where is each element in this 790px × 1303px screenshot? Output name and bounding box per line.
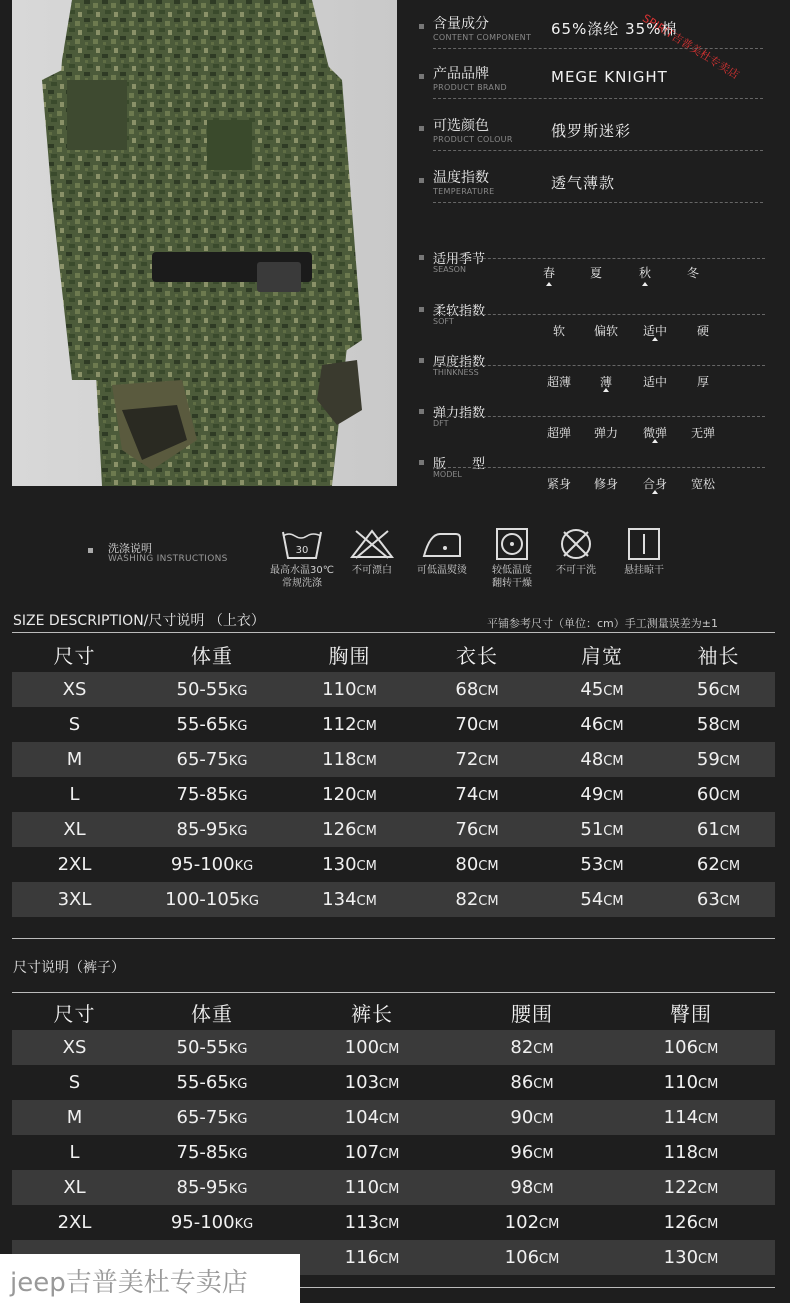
- selected-marker-icon: [652, 490, 658, 494]
- scale-label: 版 型: [433, 457, 486, 472]
- table-cell: 65-75KG: [137, 1100, 287, 1135]
- table-cell: 110CM: [287, 672, 412, 707]
- table-cell: 106CM: [457, 1240, 607, 1275]
- wash-caption: 悬挂晾干: [624, 565, 664, 576]
- table-row: [12, 707, 775, 742]
- scale-label: 厚度指数: [433, 355, 486, 370]
- wash-caption: 可低温熨烫: [417, 565, 467, 576]
- scale-option: 紧身: [546, 477, 572, 491]
- table-cell: 85-95KG: [137, 1170, 287, 1205]
- table-cell: 126CM: [663, 1212, 719, 1233]
- bullet-icon: [419, 74, 424, 79]
- table-cell: 112CM: [322, 714, 377, 735]
- spec-label: 可选颜色: [433, 118, 489, 134]
- table-cell: 2XL: [57, 1212, 92, 1233]
- table-cell: 55-65KG: [176, 1072, 248, 1093]
- table-cell: 90CM: [457, 1100, 607, 1135]
- spec-brand: [413, 52, 763, 104]
- table-cell: 104CM: [287, 1100, 457, 1135]
- table-row: [12, 1030, 775, 1065]
- spec-value: 透气薄款: [551, 174, 616, 192]
- scale-sub-label: DFT: [433, 419, 449, 428]
- table-header: 袖长: [697, 643, 740, 668]
- table-cell: 95-100KG: [170, 1212, 254, 1233]
- table-cell: 134CM: [287, 882, 412, 917]
- table-cell: 49CM: [580, 784, 624, 805]
- table-cell: 96CM: [510, 1142, 554, 1163]
- spec-sub-label: PRODUCT COLOUR: [433, 135, 513, 144]
- spec-label: 温度指数: [433, 170, 489, 186]
- low-iron-icon: [407, 528, 477, 577]
- table-row: [12, 777, 775, 812]
- wash-caption: 较低温度 翻转干燥: [492, 565, 532, 589]
- table-cell: 86CM: [510, 1072, 554, 1093]
- selected-marker-icon: [642, 282, 648, 286]
- scale-option: 超弹: [546, 426, 572, 440]
- table-cell: 100-105KG: [137, 882, 287, 917]
- spec-sub-label: CONTENT COMPONENT: [433, 33, 532, 42]
- spec-label: 产品品牌: [433, 66, 489, 82]
- table-header: 裤长: [351, 1001, 393, 1026]
- table-row: [12, 1170, 775, 1205]
- table-cell: 61CM: [662, 812, 775, 847]
- table-cell: 74CM: [455, 784, 499, 805]
- wash-30-icon: [267, 528, 337, 590]
- scale-option: 合身: [642, 477, 668, 491]
- table-header: 尺寸: [53, 643, 96, 668]
- table-cell: M: [12, 1100, 137, 1135]
- table-cell: 106CM: [607, 1030, 775, 1065]
- table-cell: 102CM: [504, 1212, 560, 1233]
- spec-sub-label: PRODUCT BRAND: [433, 83, 507, 92]
- scale-option: 夏: [589, 266, 603, 280]
- table-cell: S: [68, 714, 81, 735]
- table-header-row: [12, 994, 775, 1030]
- table-cell: 122CM: [607, 1170, 775, 1205]
- table-cell: 114CM: [607, 1100, 775, 1135]
- table-cell: 56CM: [662, 672, 775, 707]
- scale-row: [413, 290, 773, 340]
- table-header: 腰围: [511, 1001, 553, 1026]
- spec-colour: [413, 104, 763, 156]
- table-cell: L: [69, 784, 80, 805]
- washing-instructions: [0, 520, 790, 600]
- scale-option: 适中: [642, 375, 668, 389]
- scale-option: 修身: [593, 477, 619, 491]
- scale-option: 宽松: [690, 477, 716, 491]
- scale-option: 无弹: [690, 426, 716, 440]
- table-cell: 85-95KG: [137, 812, 287, 847]
- hang-dry-icon: [609, 528, 679, 577]
- table-cell: 103CM: [344, 1072, 400, 1093]
- spec-label: 含量成分: [433, 16, 489, 32]
- bullet-icon: [419, 255, 424, 260]
- table-cell: 53CM: [580, 854, 624, 875]
- table-cell: 82CM: [412, 882, 542, 917]
- table-cell: 46CM: [580, 714, 624, 735]
- table-cell: XL: [12, 1170, 137, 1205]
- table-cell: 113CM: [344, 1212, 400, 1233]
- product-photo: [12, 0, 397, 486]
- scale-option: 冬: [686, 266, 700, 280]
- pants-size-table: [12, 994, 775, 1275]
- table-cell: 55-65KG: [176, 714, 248, 735]
- table-cell: 80CM: [455, 854, 499, 875]
- table-header: 体重: [191, 1001, 233, 1026]
- table-cell: 110CM: [663, 1072, 719, 1093]
- table-cell: 3XL: [12, 882, 137, 917]
- scale-row: [413, 443, 773, 493]
- scale-option: 软: [552, 324, 566, 338]
- table-cell: 118CM: [663, 1142, 719, 1163]
- wash-caption: 不可漂白: [352, 565, 392, 576]
- table-cell: XL: [12, 812, 137, 847]
- table-cell: 130CM: [607, 1240, 775, 1275]
- scale-option: 秋: [638, 266, 652, 280]
- table-row: [12, 882, 775, 917]
- bullet-icon: [88, 548, 93, 553]
- bullet-icon: [419, 24, 424, 29]
- table-cell: 98CM: [457, 1170, 607, 1205]
- table-cell: 130CM: [322, 854, 377, 875]
- scale-option: 偏软: [593, 324, 619, 338]
- pants-table-title: 尺寸说明（裤子）: [13, 960, 125, 976]
- table-cell: 120CM: [322, 784, 377, 805]
- tumble-dry-low-icon: [477, 528, 547, 590]
- table-cell: 82CM: [457, 1030, 607, 1065]
- table-cell: 76CM: [412, 812, 542, 847]
- table-cell: XS: [12, 1030, 137, 1065]
- shop-stamp: SPIRIT吉普美杜专卖店: [640, 11, 742, 82]
- scale-option: 春: [542, 266, 556, 280]
- table-cell: 126CM: [287, 812, 412, 847]
- scale-label: 弹力指数: [433, 406, 486, 421]
- scale-sub-label: THINKNESS: [433, 368, 479, 377]
- table-cell: 58CM: [696, 714, 741, 735]
- table-cell: 116CM: [287, 1240, 457, 1275]
- table-cell: 45CM: [542, 672, 662, 707]
- spec-value: 俄罗斯迷彩: [551, 122, 632, 140]
- bullet-icon: [419, 409, 424, 414]
- table-cell: 62CM: [696, 854, 741, 875]
- bullet-icon: [419, 307, 424, 312]
- table-cell: 100CM: [287, 1030, 457, 1065]
- scale-option: 厚: [696, 375, 710, 389]
- table-header: 体重: [191, 643, 233, 668]
- spec-content: [413, 2, 763, 54]
- table-header: 胸围: [328, 643, 371, 668]
- scale-option: 薄: [599, 375, 613, 389]
- scale-option: 弹力: [593, 426, 619, 440]
- spec-temperature: [413, 156, 763, 208]
- svg-text:30: 30: [295, 545, 309, 556]
- top-size-table: [12, 636, 775, 917]
- scale-option: 适中: [642, 324, 668, 338]
- scale-row: [413, 341, 773, 391]
- table-cell: L: [69, 1142, 80, 1163]
- no-dryclean-icon: [541, 528, 611, 577]
- wash-sub-label: WASHING INSTRUCTIONS: [108, 554, 228, 564]
- shop-watermark: jeep吉普美杜专卖店: [0, 1254, 300, 1303]
- table-cell: 63CM: [662, 882, 775, 917]
- table-header-row: [12, 636, 775, 672]
- table-cell: 51CM: [542, 812, 662, 847]
- measure-note: 平铺参考尺寸（单位：cm）手工测量误差为±1: [487, 617, 718, 630]
- table-row: [12, 847, 775, 882]
- wash-label: 洗涤说明: [108, 542, 152, 555]
- table-cell: 59CM: [662, 742, 775, 777]
- table-cell: 2XL: [57, 854, 92, 875]
- scale-row: [413, 392, 773, 442]
- table-cell: 72CM: [412, 742, 542, 777]
- table-cell: 65-75KG: [137, 742, 287, 777]
- table-cell: 95-100KG: [170, 854, 254, 875]
- scale-sub-label: SOFT: [433, 317, 454, 326]
- table-row: [12, 672, 775, 707]
- table-cell: 118CM: [287, 742, 412, 777]
- table-cell: 107CM: [344, 1142, 400, 1163]
- scale-option: 超薄: [546, 375, 572, 389]
- scale-sub-label: SEASON: [433, 265, 466, 274]
- table-cell: 50-55KG: [137, 1030, 287, 1065]
- table-cell: 75-85KG: [176, 784, 248, 805]
- table-header: 尺寸: [53, 1001, 96, 1026]
- table-row: [12, 1205, 775, 1240]
- table-cell: S: [68, 1072, 81, 1093]
- spec-value: 65%涤纶 35%棉: [551, 20, 678, 38]
- table-cell: 54CM: [542, 882, 662, 917]
- scale-row: [413, 238, 773, 288]
- spec-value: MEGE KNIGHT: [551, 68, 668, 86]
- table-cell: 68CM: [412, 672, 542, 707]
- table-header: 臀围: [670, 1001, 712, 1026]
- scale-option: 微弹: [642, 426, 668, 440]
- table-cell: 60CM: [696, 784, 741, 805]
- table-header: 肩宽: [581, 643, 623, 668]
- selected-marker-icon: [546, 282, 552, 286]
- scale-label: 柔软指数: [433, 304, 486, 319]
- table-row: [12, 1100, 775, 1135]
- table-cell: 70CM: [455, 714, 499, 735]
- table-cell: 75-85KG: [176, 1142, 248, 1163]
- scale-sub-label: MODEL: [433, 470, 462, 479]
- table-row: [12, 1135, 775, 1170]
- bullet-icon: [419, 460, 424, 465]
- table-row: [12, 812, 775, 847]
- table-cell: 110CM: [287, 1170, 457, 1205]
- no-bleach-icon: [337, 528, 407, 577]
- scale-option: 硬: [696, 324, 710, 338]
- wash-caption: 不可干洗: [556, 565, 596, 576]
- wash-caption: 最高水温30℃ 常规洗涤: [270, 565, 334, 589]
- bullet-icon: [419, 358, 424, 363]
- top-table-title: SIZE DESCRIPTION/尺寸说明 （上衣）: [13, 613, 265, 629]
- table-row: [12, 742, 775, 777]
- table-row: [12, 1065, 775, 1100]
- table-cell: XS: [12, 672, 137, 707]
- table-cell: M: [12, 742, 137, 777]
- scale-label: 适用季节: [433, 252, 486, 267]
- bullet-icon: [419, 126, 424, 131]
- table-cell: 50-55KG: [137, 672, 287, 707]
- bullet-icon: [419, 178, 424, 183]
- table-header: 衣长: [456, 643, 498, 668]
- spec-sub-label: TEMPERATURE: [433, 187, 495, 196]
- table-cell: 48CM: [542, 742, 662, 777]
